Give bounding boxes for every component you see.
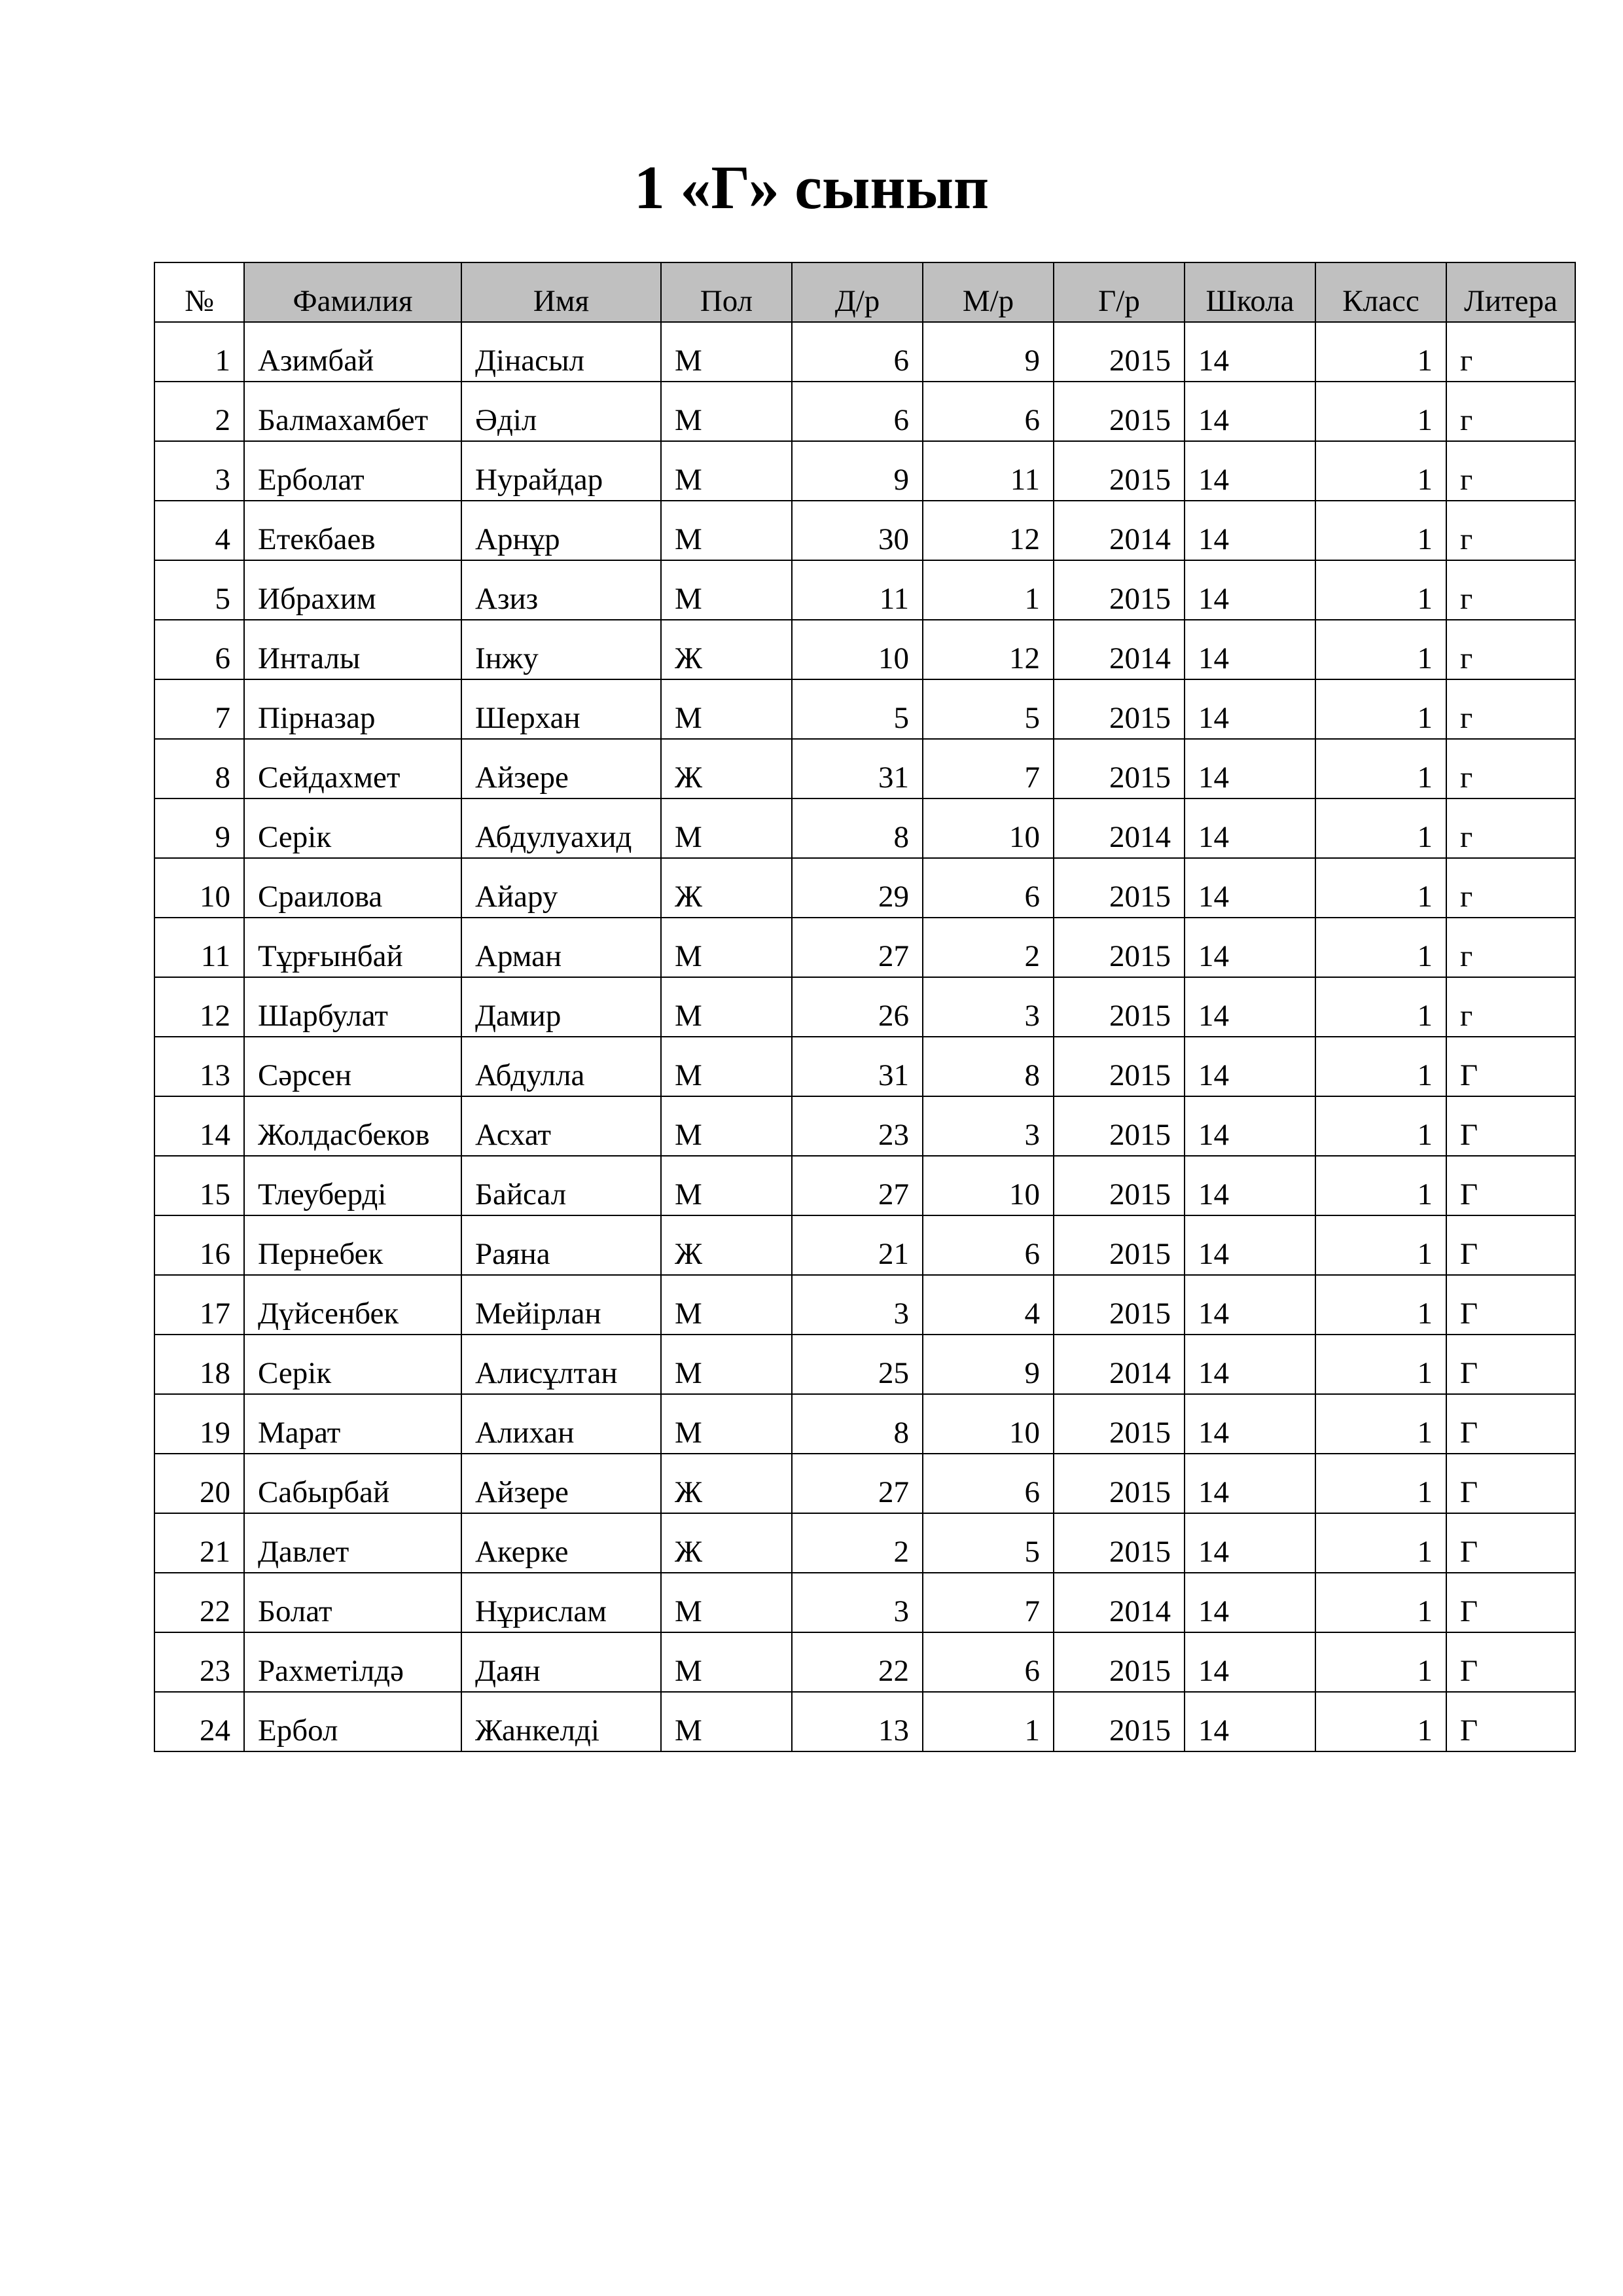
page-title: 1 «Г» сынып — [633, 154, 990, 222]
cell-surname: Инталы — [244, 620, 461, 679]
cell-birth-month: 4 — [923, 1275, 1054, 1335]
cell-first-name: Акерке — [461, 1513, 661, 1573]
cell-birth-month: 5 — [923, 1513, 1054, 1573]
cell-birth-month: 10 — [923, 798, 1054, 858]
cell-surname: Сабырбай — [244, 1454, 461, 1513]
cell-first-name: Абдулла — [461, 1037, 661, 1096]
cell-first-name: Мейірлан — [461, 1275, 661, 1335]
cell-letter: г — [1446, 977, 1575, 1037]
cell-school: 14 — [1185, 620, 1315, 679]
cell-birth-year: 2015 — [1054, 322, 1185, 382]
table-row — [154, 679, 1575, 739]
table-row — [154, 1096, 1575, 1156]
cell-birth-year: 2014 — [1054, 798, 1185, 858]
cell-surname: Давлет — [244, 1513, 461, 1573]
cell-birth-month: 10 — [923, 1156, 1054, 1215]
cell-class: 1 — [1315, 977, 1446, 1037]
cell-school: 14 — [1185, 1156, 1315, 1215]
cell-gender: М — [661, 322, 792, 382]
column-header-surname: Фамилия — [244, 262, 461, 322]
cell-class: 1 — [1315, 1513, 1446, 1573]
cell-letter: Г — [1446, 1335, 1575, 1394]
cell-birth-year: 2014 — [1054, 501, 1185, 560]
cell-letter: г — [1446, 858, 1575, 918]
cell-birth-day: 8 — [792, 1394, 923, 1454]
cell-school: 14 — [1185, 1335, 1315, 1394]
cell-surname: Дүйсенбек — [244, 1275, 461, 1335]
cell-birth-month: 12 — [923, 620, 1054, 679]
cell-birth-month: 3 — [923, 977, 1054, 1037]
cell-row-number: 19 — [154, 1394, 244, 1454]
cell-letter: Г — [1446, 1632, 1575, 1692]
cell-gender: Ж — [661, 1513, 792, 1573]
cell-surname: Ерболат — [244, 441, 461, 501]
cell-birth-day: 2 — [792, 1513, 923, 1573]
cell-school: 14 — [1185, 382, 1315, 441]
cell-birth-year: 2015 — [1054, 382, 1185, 441]
cell-school: 14 — [1185, 1275, 1315, 1335]
cell-row-number: 8 — [154, 739, 244, 798]
cell-school: 14 — [1185, 798, 1315, 858]
cell-surname: Сәрсен — [244, 1037, 461, 1096]
cell-gender: М — [661, 679, 792, 739]
cell-letter: Г — [1446, 1096, 1575, 1156]
cell-first-name: Айару — [461, 858, 661, 918]
cell-birth-year: 2015 — [1054, 1156, 1185, 1215]
cell-letter: Г — [1446, 1037, 1575, 1096]
cell-class: 1 — [1315, 1215, 1446, 1275]
cell-class: 1 — [1315, 1573, 1446, 1632]
cell-surname: Тұрғынбай — [244, 918, 461, 977]
cell-school: 14 — [1185, 858, 1315, 918]
cell-first-name: Әділ — [461, 382, 661, 441]
cell-gender: М — [661, 1394, 792, 1454]
cell-birth-year: 2015 — [1054, 1215, 1185, 1275]
table-row — [154, 441, 1575, 501]
cell-first-name: Арман — [461, 918, 661, 977]
cell-gender: М — [661, 1096, 792, 1156]
cell-gender: М — [661, 1156, 792, 1215]
cell-birth-day: 27 — [792, 1156, 923, 1215]
cell-letter: г — [1446, 382, 1575, 441]
cell-birth-month: 2 — [923, 918, 1054, 977]
cell-school: 14 — [1185, 1454, 1315, 1513]
table-row — [154, 1573, 1575, 1632]
column-header-birth-year: Г/р — [1054, 262, 1185, 322]
cell-birth-year: 2015 — [1054, 1096, 1185, 1156]
cell-row-number: 15 — [154, 1156, 244, 1215]
cell-surname: Ербол — [244, 1692, 461, 1751]
table-row — [154, 1513, 1575, 1573]
cell-birth-day: 31 — [792, 1037, 923, 1096]
column-header-number: № — [154, 262, 244, 322]
table-row — [154, 382, 1575, 441]
cell-surname: Рахметілдә — [244, 1632, 461, 1692]
cell-class: 1 — [1315, 322, 1446, 382]
cell-row-number: 5 — [154, 560, 244, 620]
cell-class: 1 — [1315, 679, 1446, 739]
cell-class: 1 — [1315, 1394, 1446, 1454]
cell-letter: Г — [1446, 1454, 1575, 1513]
cell-first-name: Алисұлтан — [461, 1335, 661, 1394]
cell-birth-month: 10 — [923, 1394, 1054, 1454]
cell-class: 1 — [1315, 441, 1446, 501]
table-body — [154, 322, 1575, 1751]
cell-gender: М — [661, 441, 792, 501]
cell-row-number: 3 — [154, 441, 244, 501]
cell-birth-month: 8 — [923, 1037, 1054, 1096]
cell-letter: г — [1446, 918, 1575, 977]
table-row — [154, 1632, 1575, 1692]
table-row — [154, 1335, 1575, 1394]
cell-letter: Г — [1446, 1394, 1575, 1454]
cell-birth-year: 2015 — [1054, 441, 1185, 501]
cell-birth-day: 27 — [792, 1454, 923, 1513]
cell-row-number: 11 — [154, 918, 244, 977]
cell-first-name: Абдулуахид — [461, 798, 661, 858]
cell-class: 1 — [1315, 1156, 1446, 1215]
cell-first-name: Байсал — [461, 1156, 661, 1215]
cell-first-name: Даян — [461, 1632, 661, 1692]
cell-surname: Пірназар — [244, 679, 461, 739]
column-header-gender: Пол — [661, 262, 792, 322]
cell-birth-day: 31 — [792, 739, 923, 798]
cell-letter: г — [1446, 501, 1575, 560]
cell-first-name: Дамир — [461, 977, 661, 1037]
cell-birth-month: 9 — [923, 322, 1054, 382]
cell-row-number: 14 — [154, 1096, 244, 1156]
cell-row-number: 9 — [154, 798, 244, 858]
cell-first-name: Нұрислам — [461, 1573, 661, 1632]
table-row — [154, 1692, 1575, 1751]
cell-class: 1 — [1315, 1692, 1446, 1751]
cell-school: 14 — [1185, 441, 1315, 501]
cell-birth-month: 9 — [923, 1335, 1054, 1394]
column-header-name: Имя — [461, 262, 661, 322]
cell-school: 14 — [1185, 918, 1315, 977]
cell-first-name: Раяна — [461, 1215, 661, 1275]
cell-birth-month: 7 — [923, 739, 1054, 798]
cell-surname: Серік — [244, 798, 461, 858]
cell-class: 1 — [1315, 798, 1446, 858]
student-table — [154, 262, 1576, 1752]
cell-birth-day: 29 — [792, 858, 923, 918]
column-header-birth-day: Д/р — [792, 262, 923, 322]
cell-row-number: 2 — [154, 382, 244, 441]
cell-first-name: Жанкелді — [461, 1692, 661, 1751]
cell-gender: Ж — [661, 739, 792, 798]
cell-birth-month: 5 — [923, 679, 1054, 739]
cell-birth-day: 8 — [792, 798, 923, 858]
cell-school: 14 — [1185, 1215, 1315, 1275]
cell-surname: Жолдасбеков — [244, 1096, 461, 1156]
cell-birth-year: 2015 — [1054, 1692, 1185, 1751]
cell-class: 1 — [1315, 1335, 1446, 1394]
cell-birth-day: 27 — [792, 918, 923, 977]
column-header-class: Класс — [1315, 262, 1446, 322]
cell-first-name: Дінасыл — [461, 322, 661, 382]
cell-birth-year: 2015 — [1054, 918, 1185, 977]
cell-row-number: 7 — [154, 679, 244, 739]
cell-school: 14 — [1185, 322, 1315, 382]
cell-surname: Балмахамбет — [244, 382, 461, 441]
cell-row-number: 20 — [154, 1454, 244, 1513]
cell-class: 1 — [1315, 1037, 1446, 1096]
cell-birth-month: 6 — [923, 382, 1054, 441]
cell-letter: Г — [1446, 1275, 1575, 1335]
cell-letter: Г — [1446, 1215, 1575, 1275]
cell-row-number: 6 — [154, 620, 244, 679]
cell-birth-day: 9 — [792, 441, 923, 501]
cell-birth-year: 2014 — [1054, 1335, 1185, 1394]
table-header-row — [154, 262, 1575, 322]
cell-birth-month: 12 — [923, 501, 1054, 560]
cell-birth-year: 2015 — [1054, 1454, 1185, 1513]
cell-surname: Пернебек — [244, 1215, 461, 1275]
cell-birth-month: 6 — [923, 1454, 1054, 1513]
cell-surname: Болат — [244, 1573, 461, 1632]
cell-school: 14 — [1185, 501, 1315, 560]
cell-birth-day: 3 — [792, 1573, 923, 1632]
cell-gender: М — [661, 918, 792, 977]
table-row — [154, 918, 1575, 977]
table-row — [154, 1275, 1575, 1335]
cell-row-number: 10 — [154, 858, 244, 918]
cell-letter: Г — [1446, 1573, 1575, 1632]
cell-row-number: 4 — [154, 501, 244, 560]
cell-school: 14 — [1185, 1692, 1315, 1751]
cell-birth-month: 3 — [923, 1096, 1054, 1156]
table-row — [154, 858, 1575, 918]
cell-birth-year: 2015 — [1054, 1275, 1185, 1335]
column-header-birth-month: М/р — [923, 262, 1054, 322]
cell-birth-day: 23 — [792, 1096, 923, 1156]
cell-gender: М — [661, 501, 792, 560]
cell-class: 1 — [1315, 918, 1446, 977]
cell-birth-day: 11 — [792, 560, 923, 620]
cell-birth-year: 2015 — [1054, 679, 1185, 739]
cell-first-name: Шерхан — [461, 679, 661, 739]
table-row — [154, 501, 1575, 560]
cell-letter: г — [1446, 620, 1575, 679]
cell-birth-year: 2015 — [1054, 1394, 1185, 1454]
cell-school: 14 — [1185, 1513, 1315, 1573]
cell-birth-day: 22 — [792, 1632, 923, 1692]
cell-gender: М — [661, 977, 792, 1037]
cell-row-number: 18 — [154, 1335, 244, 1394]
cell-birth-year: 2015 — [1054, 1632, 1185, 1692]
cell-birth-day: 25 — [792, 1335, 923, 1394]
cell-birth-year: 2015 — [1054, 1513, 1185, 1573]
cell-gender: М — [661, 560, 792, 620]
cell-gender: Ж — [661, 1215, 792, 1275]
cell-first-name: Алихан — [461, 1394, 661, 1454]
cell-surname: Шарбулат — [244, 977, 461, 1037]
cell-birth-year: 2014 — [1054, 620, 1185, 679]
cell-school: 14 — [1185, 739, 1315, 798]
table-row — [154, 1215, 1575, 1275]
cell-first-name: Арнұр — [461, 501, 661, 560]
cell-school: 14 — [1185, 1573, 1315, 1632]
cell-gender: Ж — [661, 620, 792, 679]
cell-row-number: 12 — [154, 977, 244, 1037]
cell-school: 14 — [1185, 977, 1315, 1037]
column-header-letter: Литера — [1446, 262, 1575, 322]
cell-first-name: Айзере — [461, 1454, 661, 1513]
cell-birth-day: 21 — [792, 1215, 923, 1275]
cell-birth-year: 2015 — [1054, 739, 1185, 798]
cell-birth-month: 6 — [923, 1632, 1054, 1692]
cell-row-number: 23 — [154, 1632, 244, 1692]
table-row — [154, 1037, 1575, 1096]
cell-birth-month: 7 — [923, 1573, 1054, 1632]
cell-birth-day: 30 — [792, 501, 923, 560]
cell-class: 1 — [1315, 1096, 1446, 1156]
cell-surname: Азимбай — [244, 322, 461, 382]
table-row — [154, 1454, 1575, 1513]
cell-birth-year: 2015 — [1054, 977, 1185, 1037]
cell-gender: М — [661, 1335, 792, 1394]
cell-birth-day: 13 — [792, 1692, 923, 1751]
cell-gender: М — [661, 1275, 792, 1335]
cell-surname: Ибрахим — [244, 560, 461, 620]
cell-surname: Сейдахмет — [244, 739, 461, 798]
cell-birth-month: 6 — [923, 1215, 1054, 1275]
cell-row-number: 17 — [154, 1275, 244, 1335]
cell-first-name: Азиз — [461, 560, 661, 620]
cell-birth-day: 10 — [792, 620, 923, 679]
cell-row-number: 1 — [154, 322, 244, 382]
cell-birth-year: 2015 — [1054, 560, 1185, 620]
cell-birth-year: 2015 — [1054, 858, 1185, 918]
cell-row-number: 13 — [154, 1037, 244, 1096]
cell-gender: Ж — [661, 858, 792, 918]
cell-birth-year: 2015 — [1054, 1037, 1185, 1096]
cell-gender: М — [661, 1632, 792, 1692]
cell-letter: Г — [1446, 1692, 1575, 1751]
column-header-school: Школа — [1185, 262, 1315, 322]
cell-row-number: 22 — [154, 1573, 244, 1632]
cell-letter: г — [1446, 739, 1575, 798]
cell-letter: г — [1446, 798, 1575, 858]
cell-letter: г — [1446, 679, 1575, 739]
cell-first-name: Нурайдар — [461, 441, 661, 501]
cell-class: 1 — [1315, 501, 1446, 560]
cell-school: 14 — [1185, 1037, 1315, 1096]
cell-class: 1 — [1315, 382, 1446, 441]
cell-surname: Тлеуберді — [244, 1156, 461, 1215]
table-row — [154, 322, 1575, 382]
cell-row-number: 16 — [154, 1215, 244, 1275]
cell-birth-day: 6 — [792, 382, 923, 441]
cell-surname: Етекбаев — [244, 501, 461, 560]
cell-gender: М — [661, 1573, 792, 1632]
cell-class: 1 — [1315, 560, 1446, 620]
cell-letter: г — [1446, 441, 1575, 501]
cell-letter: г — [1446, 560, 1575, 620]
cell-letter: г — [1446, 322, 1575, 382]
cell-birth-month: 6 — [923, 858, 1054, 918]
cell-class: 1 — [1315, 739, 1446, 798]
table-row — [154, 560, 1575, 620]
cell-birth-day: 6 — [792, 322, 923, 382]
cell-gender: М — [661, 798, 792, 858]
table-row — [154, 977, 1575, 1037]
cell-gender: М — [661, 1692, 792, 1751]
cell-school: 14 — [1185, 679, 1315, 739]
table-row — [154, 620, 1575, 679]
cell-row-number: 24 — [154, 1692, 244, 1751]
cell-school: 14 — [1185, 1096, 1315, 1156]
cell-class: 1 — [1315, 1632, 1446, 1692]
cell-class: 1 — [1315, 858, 1446, 918]
cell-surname: Сраилова — [244, 858, 461, 918]
cell-first-name: Асхат — [461, 1096, 661, 1156]
cell-class: 1 — [1315, 1454, 1446, 1513]
table-row — [154, 1394, 1575, 1454]
cell-birth-year: 2014 — [1054, 1573, 1185, 1632]
cell-birth-month: 11 — [923, 441, 1054, 501]
cell-birth-month: 1 — [923, 560, 1054, 620]
cell-first-name: Айзере — [461, 739, 661, 798]
cell-first-name: Інжу — [461, 620, 661, 679]
cell-surname: Марат — [244, 1394, 461, 1454]
cell-surname: Серік — [244, 1335, 461, 1394]
cell-letter: Г — [1446, 1156, 1575, 1215]
table-row — [154, 739, 1575, 798]
cell-school: 14 — [1185, 560, 1315, 620]
cell-gender: М — [661, 1037, 792, 1096]
cell-school: 14 — [1185, 1632, 1315, 1692]
table-row — [154, 1156, 1575, 1215]
cell-class: 1 — [1315, 620, 1446, 679]
cell-class: 1 — [1315, 1275, 1446, 1335]
cell-gender: Ж — [661, 1454, 792, 1513]
cell-birth-day: 3 — [792, 1275, 923, 1335]
cell-gender: М — [661, 382, 792, 441]
table-row — [154, 798, 1575, 858]
cell-birth-day: 5 — [792, 679, 923, 739]
cell-birth-day: 26 — [792, 977, 923, 1037]
cell-birth-month: 1 — [923, 1692, 1054, 1751]
cell-row-number: 21 — [154, 1513, 244, 1573]
cell-letter: Г — [1446, 1513, 1575, 1573]
cell-school: 14 — [1185, 1394, 1315, 1454]
